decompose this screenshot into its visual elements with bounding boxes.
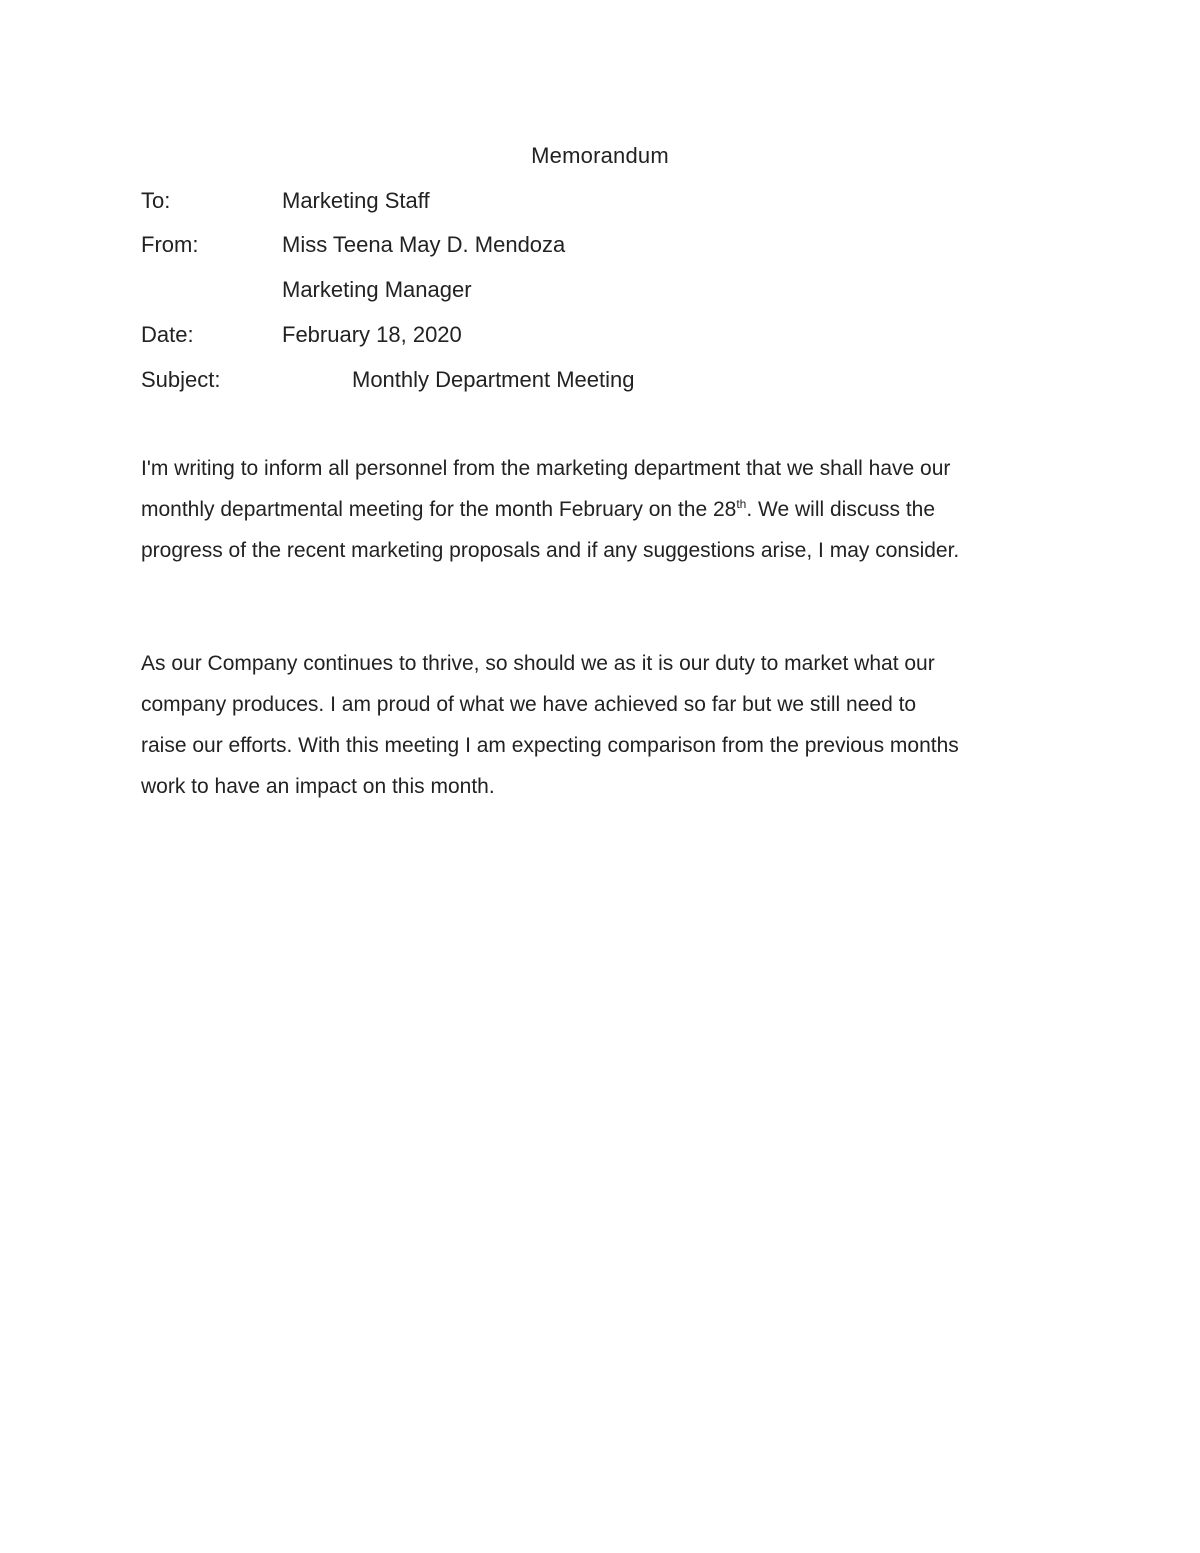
memo-title: Memorandum	[531, 143, 669, 168]
body-paragraph-1	[141, 448, 1081, 571]
from-role: Marketing Manager	[282, 277, 472, 302]
from-label: From:	[141, 232, 199, 257]
date-label: Date:	[141, 322, 194, 347]
paragraph-1-line-2-rest: . We will discuss the	[746, 498, 936, 521]
ordinal-suffix: th	[736, 497, 747, 511]
subject-value: Monthly Department Meeting	[352, 367, 635, 392]
paragraph-1-line-1: I'm writing to inform all personnel from the marketing department that we shall have our	[141, 457, 951, 480]
paragraph-1-line-3: progress of the recent marketing proposals and if any suggestions arise, I may consider.	[141, 539, 960, 562]
to-label: To:	[141, 188, 171, 213]
paragraph-2-line-2: company produces. I am proud of what we have achieved so far but we still need to	[141, 693, 917, 716]
paragraph-1-line-2	[141, 489, 1081, 530]
subject-label: Subject:	[141, 367, 221, 392]
paragraph-1-line-2-text: monthly departmental meeting for the month February on the 28	[141, 498, 737, 521]
paragraph-2-line-4: work to have an impact on this month.	[141, 775, 495, 798]
paragraph-2-line-3: raise our efforts. With this meeting I am expecting comparison from the previous months	[141, 734, 959, 757]
body-paragraph-2	[141, 643, 1081, 807]
to-value: Marketing Staff	[282, 188, 430, 213]
date-value: February 18, 2020	[282, 322, 462, 347]
from-name: Miss Teena May D. Mendoza	[282, 232, 566, 257]
paragraph-2-line-1: As our Company continues to thrive, so should we as it is our duty to market what our	[141, 652, 935, 675]
